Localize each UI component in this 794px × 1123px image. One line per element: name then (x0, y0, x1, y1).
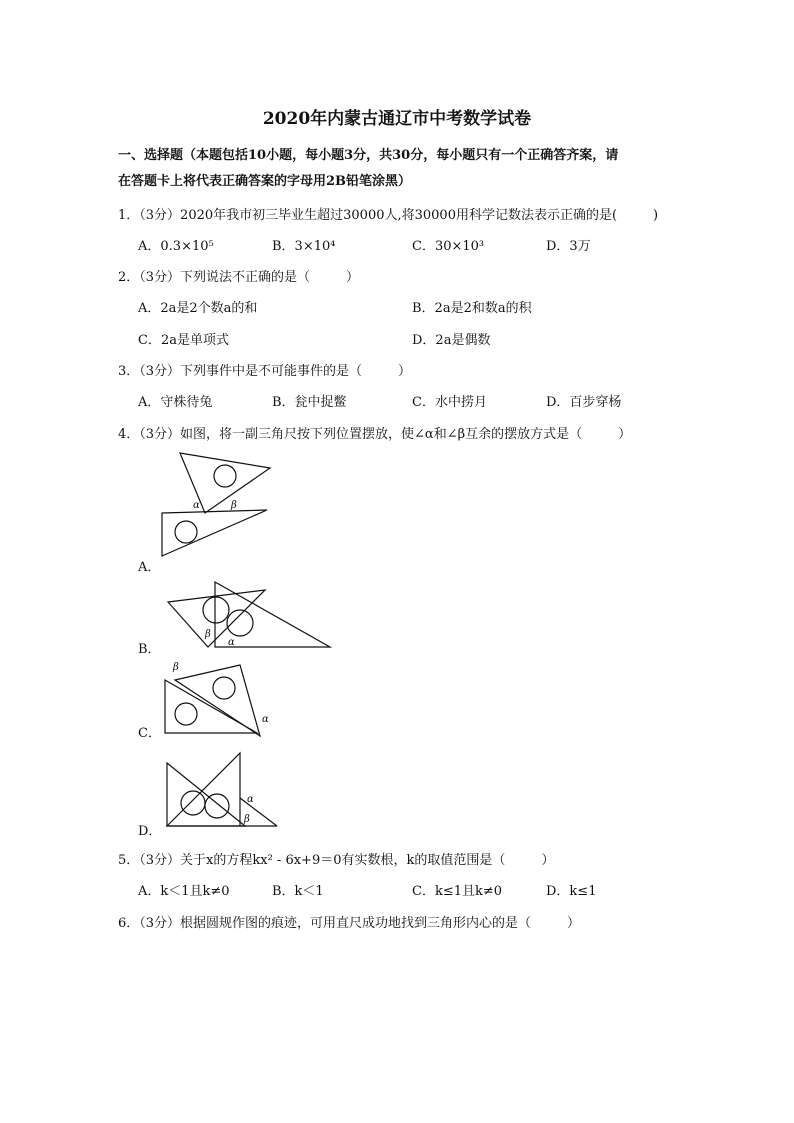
q4-option-a-label: A． (138, 560, 161, 575)
alpha-label: α (228, 637, 235, 648)
question-1 (118, 206, 698, 226)
section-heading-line2: 在答题卡上将代表正确答案的字母用2B铅笔涂黑） (118, 174, 412, 189)
question-2-stem: 2．（3分）下列说法不正确的是（ (118, 270, 311, 285)
q5-option-a: A．k＜1且k≠0 (138, 884, 230, 899)
alpha-label: α (247, 794, 254, 805)
question-1-stem: 1．（3分）2020年我市初三毕业生超过30000人,将30000用科学记数法表示正确的是( (118, 208, 618, 223)
q4-figure-a (155, 448, 275, 558)
q4-option-c-label: C． (138, 726, 161, 741)
question-2 (118, 268, 698, 288)
alpha-label: α (193, 500, 200, 511)
q4-option-b-label: B． (138, 642, 161, 657)
question-6 (118, 914, 698, 934)
beta-label: β (205, 629, 211, 640)
question-1-close: ) (653, 208, 659, 223)
question-4-stem: 4．（3分）如图，将一副三角尺按下列位置摆放，使∠α和∠β互余的摆放方式是（ (118, 427, 583, 442)
q4-figure-c (155, 658, 280, 743)
q3-option-d: D．百步穿杨 (546, 395, 622, 410)
exam-title: 2020年内蒙古通辽市中考数学试卷 (262, 109, 532, 129)
question-3-stem: 3．（3分）下列事件中是不可能事件的是（ (118, 364, 363, 379)
question-3-close: ） (398, 364, 412, 379)
question-4-close: ） (618, 427, 632, 442)
question-5-close: ） (541, 853, 555, 868)
section-heading (118, 143, 678, 195)
q1-option-d: D．3万 (546, 239, 591, 254)
beta-label: β (244, 814, 250, 825)
beta-label: β (231, 500, 237, 511)
q4-option-d-label: D． (138, 824, 162, 839)
question-2-close: ） (346, 270, 360, 285)
q1-option-c: C．30×10³ (412, 239, 485, 254)
alpha-label: α (262, 714, 269, 725)
q4-figure-b (160, 575, 335, 655)
q2-option-d: D．2a是偶数 (412, 333, 491, 348)
q1-option-b: B．3×10⁴ (272, 239, 336, 254)
q3-option-b: B．瓮中捉鳖 (272, 395, 347, 410)
q2-option-b: B．2a是2和数a的积 (412, 301, 532, 316)
question-6-close: ） (567, 916, 581, 931)
section-heading-line1: 一、选择题（本题包括10小题，每小题3分，共30分，每小题只有一个正确答齐案，请 (118, 148, 619, 163)
question-5 (118, 851, 698, 871)
question-5-stem: 5．（3分）关于x的方程kx² - 6x+9＝0有实数根，k的取值范围是（ (118, 853, 506, 868)
beta-label: β (173, 662, 179, 673)
q4-figure-d (160, 748, 285, 833)
q2-option-a: A．2a是2个数a的和 (138, 301, 258, 316)
q5-option-d: D．k≤1 (546, 884, 597, 899)
q2-option-c: C．2a是单项式 (138, 333, 229, 348)
question-6-stem: 6．（3分）根据圆规作图的痕迹，可用直尺成功地找到三角形内心的是（ (118, 916, 532, 931)
q5-option-b: B．k＜1 (272, 884, 324, 899)
q5-option-c: C．k≤1且k≠0 (412, 884, 503, 899)
question-3 (118, 362, 698, 382)
question-4 (118, 425, 698, 445)
q3-option-c: C．水中捞月 (412, 395, 487, 410)
q1-option-a: A．0.3×10⁵ (138, 239, 214, 254)
q3-option-a: A．守株待兔 (138, 395, 213, 410)
